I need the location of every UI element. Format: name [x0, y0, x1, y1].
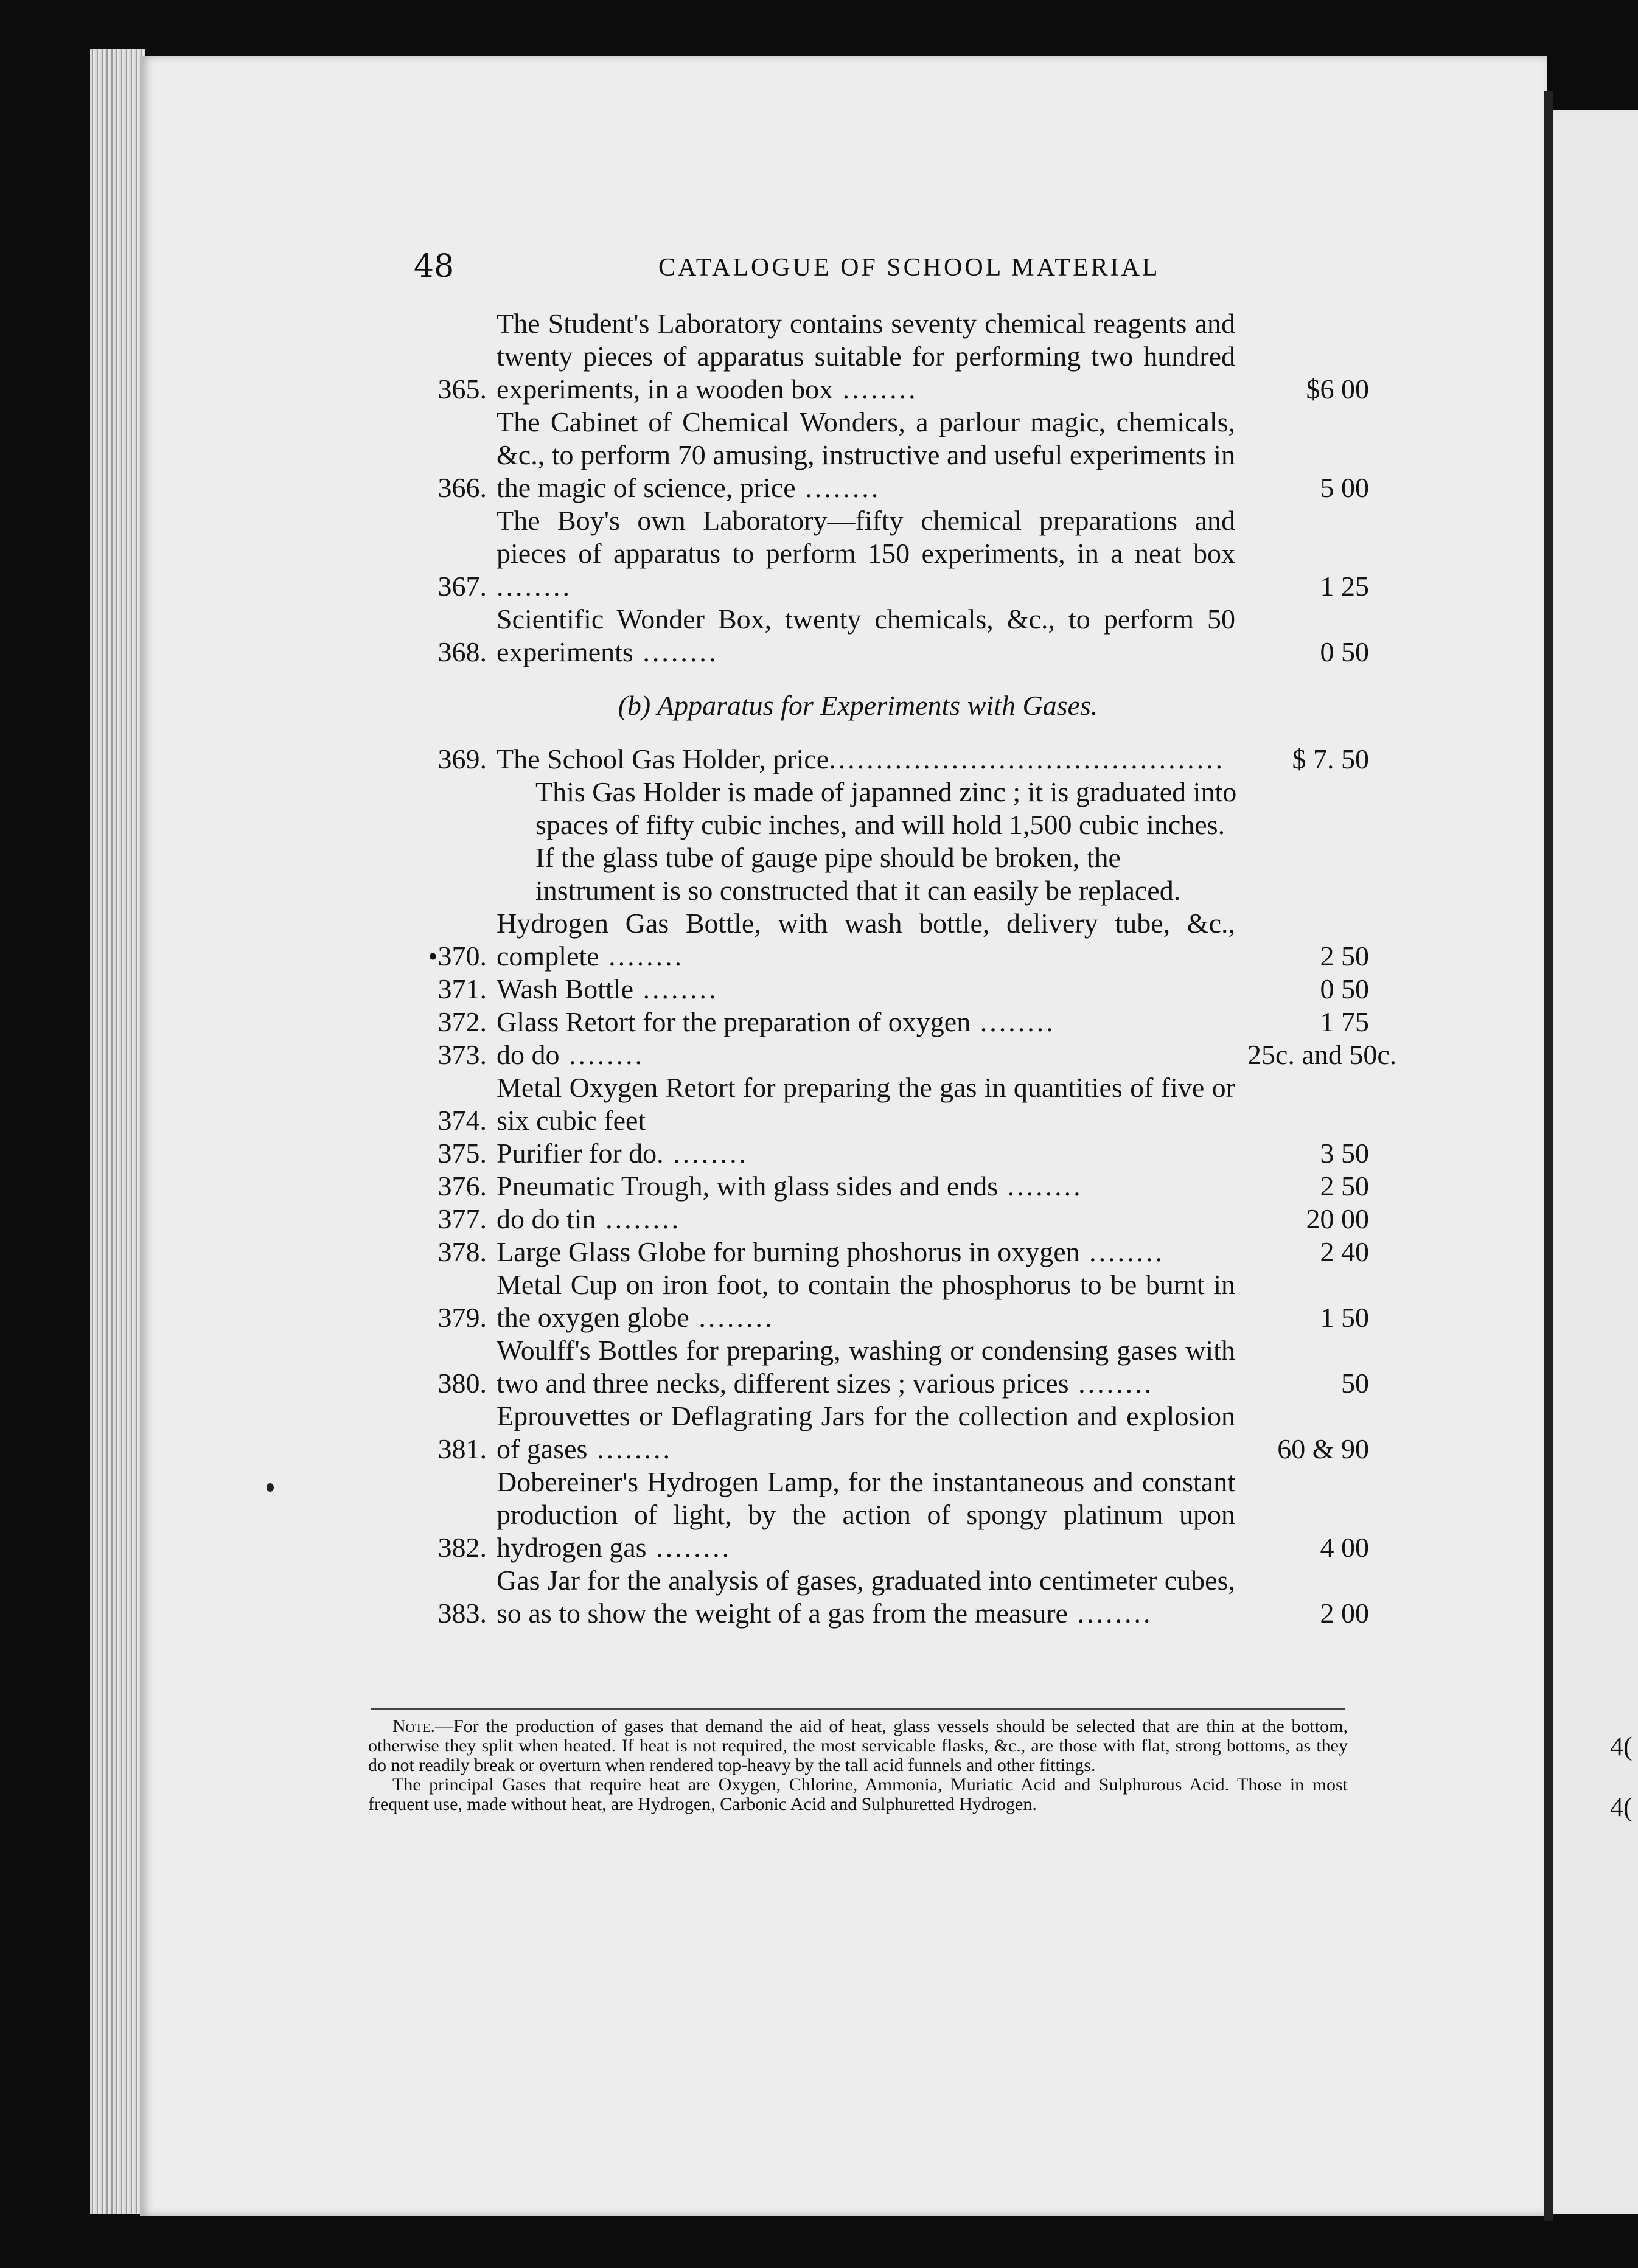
entry-price: 2 50 [1320, 1171, 1369, 1202]
entry-number: 368. [437, 636, 487, 667]
catalogue-entry [396, 1006, 1369, 1038]
entry-list-top [396, 307, 1369, 669]
entry-list-bottom [396, 907, 1397, 1630]
catalogue-entry [396, 1466, 1369, 1564]
entry-description: The Student's Laboratory contains seventy chemical reagents and twenty pieces of apparatus suitable for performing two hundred experiments, in a wooden box ........ [497, 308, 1235, 405]
entry-description: Scientific Wonder Box, twenty chemicals, &c., to perform 50 experiments ........ [497, 604, 1235, 667]
catalogue-entry [396, 307, 1369, 406]
entry-description: Eprouvettes or Deflagrating Jars for the collection and explosion of gases ........ [497, 1400, 1235, 1464]
entry-number: 379. [437, 1302, 487, 1333]
entry-number: 380. [437, 1368, 487, 1399]
entry-number: 377. [437, 1203, 487, 1234]
entry-description: Woulff's Bottles for preparing, washing or condensing gases with two and three necks, different sizes ; various prices ........ [497, 1335, 1235, 1399]
entry-price: 3 50 [1320, 1138, 1369, 1169]
entry-description: The Cabinet of Chemical Wonders, a parlour magic, chemicals, &c., to perform 70 amusing, instructive and useful experiments in the magic of science, price ........ [497, 406, 1235, 503]
entry-number: 371. [437, 973, 487, 1004]
catalogue-entry [396, 1137, 1369, 1170]
catalogue-entry [396, 973, 1369, 1006]
catalogue-entry [396, 907, 1369, 973]
entry-price: 50 [1341, 1368, 1369, 1399]
entry-price: 5 00 [1320, 472, 1369, 503]
catalogue-entry [396, 1236, 1369, 1268]
entry-number: 365. [437, 374, 487, 405]
entry-description: Pneumatic Trough, with glass sides and ends ........ [497, 1171, 1083, 1202]
catalogue-entry [396, 1071, 1369, 1137]
entry-description: The Boy's own Laboratory—fifty chemical preparations and pieces of apparatus to perform 150 experiments, in a neat box ........ [497, 505, 1235, 602]
footnote [368, 1717, 1348, 1814]
catalogue-entry [396, 1038, 1397, 1071]
ink-speck [267, 1483, 274, 1492]
entry-number: 376. [437, 1171, 487, 1202]
catalogue-entry [396, 1564, 1369, 1630]
entry-description: do do ........ [497, 1039, 644, 1070]
entry-number: 369. [437, 743, 487, 774]
catalogue-entry [396, 504, 1369, 603]
entry-price: 2 50 [1320, 941, 1369, 972]
entry-price: 0 50 [1320, 973, 1369, 1004]
catalogue-entry [396, 1334, 1369, 1400]
entry-price: 2 00 [1320, 1598, 1369, 1629]
entry-number: 367. [437, 571, 487, 602]
catalogue-entry [396, 603, 1369, 669]
section-heading: (b) Apparatus for Experiments with Gases. [618, 690, 1098, 721]
entry-price: 20 00 [1306, 1203, 1369, 1234]
entry-369 [396, 743, 1369, 776]
entry-price: 25c. and 50c. [1247, 1039, 1397, 1070]
facing-page-fragment: 4( [1610, 1731, 1633, 1761]
page-header [414, 248, 1399, 291]
footnote-rule [371, 1708, 1345, 1710]
entry-number: 375. [437, 1138, 487, 1169]
entry-number: 381. [437, 1433, 487, 1464]
page-number: 48 [414, 248, 455, 285]
footnote-para-1: —For the production of gases that demand the aid of heat, glass vessels should be selected that are thin at the bottom, otherwise they split when heated. If heat is not required, the most servicable flasks, &c., are those with flat, strong bottoms, as they do not readily break or overturn when rendered top-heavy by the tall acid funnels and other fittings. [368, 1716, 1348, 1775]
entry-number: 374. [437, 1105, 487, 1136]
entry-description: Wash Bottle ........ [497, 973, 719, 1004]
entry-number: 366. [437, 472, 487, 503]
entry-description: Large Glass Globe for burning phoshorus in oxygen ........ [497, 1236, 1165, 1267]
entry-price: 1 25 [1320, 571, 1369, 602]
footnote-label: Note. [392, 1716, 435, 1736]
entry-number: 373. [437, 1039, 487, 1070]
entry-description: Metal Oxygen Retort for preparing the gas in quantities of five or six cubic feet [497, 1072, 1235, 1136]
entry-price: 4 00 [1320, 1532, 1369, 1563]
entry-price: 0 50 [1320, 636, 1369, 667]
entry-price: 2 40 [1320, 1236, 1369, 1267]
entry-description: The School Gas Holder, price.......................................... [497, 743, 1225, 774]
book-page-edges [90, 49, 145, 2214]
entry-price: 1 75 [1320, 1006, 1369, 1037]
catalogue-entry [396, 1203, 1369, 1236]
facing-page-fragment: 4( [1610, 1792, 1633, 1822]
gas-holder-note: This Gas Holder is made of japanned zinc ; it is graduated into spaces of fifty cubic inches, and will hold 1,500 cubic inches. If the glass tube of gauge pipe should be broken, the instrument is so constructed that it can easily be replaced. [535, 776, 1237, 906]
catalogue-entry [396, 406, 1369, 504]
catalogue-body [396, 307, 1397, 1852]
book-gutter [1544, 91, 1553, 2221]
catalogue-entry [396, 1268, 1369, 1334]
entry-description: Dobereiner's Hydrogen Lamp, for the instantaneous and constant production of light, by the action of spongy platinum upon hydrogen gas ........ [497, 1466, 1235, 1563]
catalogue-entry [396, 1170, 1369, 1203]
entry-number: 378. [437, 1236, 487, 1267]
entry-price: 60 & 90 [1277, 1433, 1369, 1464]
entry-number: 372. [437, 1006, 487, 1037]
entry-description: Metal Cup on iron foot, to contain the phosphorus to be burnt in the oxygen globe ........ [497, 1269, 1235, 1333]
entry-price: $6 00 [1306, 374, 1369, 405]
entry-description: Glass Retort for the preparation of oxygen ........ [497, 1006, 1056, 1037]
entry-number: •370. [428, 941, 487, 972]
entry-description: Purifier for do. ........ [497, 1138, 749, 1169]
entry-price: 1 50 [1320, 1302, 1369, 1333]
entry-number: 383. [437, 1598, 487, 1629]
entry-description: Hydrogen Gas Bottle, with wash bottle, delivery tube, &c., complete ........ [497, 908, 1235, 972]
facing-page [1553, 110, 1638, 2214]
entry-number: 382. [437, 1532, 487, 1563]
running-title: CATALOGUE OF SCHOOL MATERIAL [658, 254, 1160, 282]
entry-price: $ 7. 50 [1292, 743, 1369, 774]
entry-description: Gas Jar for the analysis of gases, graduated into centimeter cubes, so as to show the weight of a gas from the measure ........ [497, 1565, 1235, 1629]
catalogue-entry [396, 1400, 1369, 1466]
footnote-para-2: The principal Gases that require heat are Oxygen, Chlorine, Ammonia, Muriatic Acid and Sulphurous Acid. Those in most frequent use, made without heat, are Hydrogen, Carbonic Acid and Sulphuretted Hydrogen. [368, 1775, 1348, 1814]
entry-description: do do tin ........ [497, 1203, 681, 1234]
